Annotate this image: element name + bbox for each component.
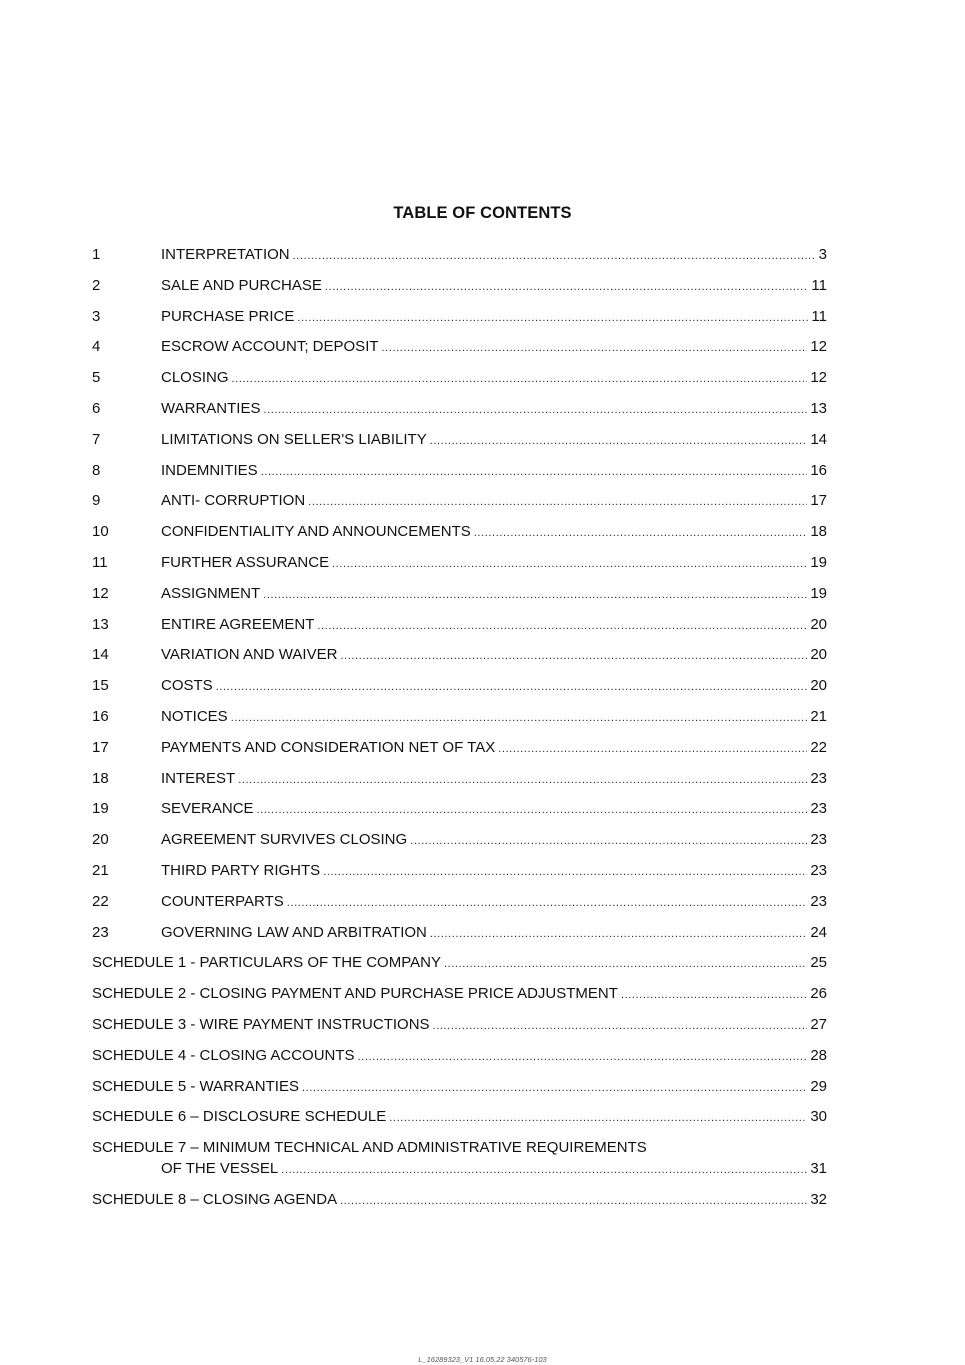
toc-entry-title: PURCHASE PRICE	[161, 307, 295, 325]
dot-leader	[231, 707, 808, 729]
toc-entry[interactable]	[92, 614, 827, 645]
toc-entry-page: 19	[810, 584, 827, 602]
toc-entry-number: 4	[92, 338, 101, 356]
toc-entry[interactable]	[92, 798, 827, 829]
toc-entry-page: 20	[810, 646, 827, 664]
toc-entry-title: ASSIGNMENT	[161, 584, 261, 602]
toc-entry-number: 18	[92, 769, 109, 787]
dot-leader	[238, 769, 807, 791]
toc-list	[92, 244, 827, 1220]
toc-entry-title: LIMITATIONS ON SELLER'S LIABILITY	[161, 430, 427, 448]
toc-entry-title: SEVERANCE	[161, 800, 254, 818]
dot-leader	[340, 645, 807, 667]
toc-entry-number: 12	[92, 584, 109, 602]
dot-leader	[433, 1015, 808, 1037]
toc-entry[interactable]	[92, 336, 827, 367]
toc-entry-page: 23	[810, 861, 827, 879]
toc-entry[interactable]	[92, 429, 827, 460]
toc-schedule-title: SCHEDULE 6 – DISCLOSURE SCHEDULE	[92, 1108, 387, 1126]
toc-entry-title: INTEREST	[161, 769, 236, 787]
toc-schedule-entry[interactable]	[92, 952, 827, 983]
toc-entry-page: 12	[810, 338, 827, 356]
dot-leader	[358, 1046, 808, 1068]
dot-leader	[297, 307, 808, 329]
toc-entry-number: 2	[92, 276, 101, 294]
toc-schedule-page: 30	[810, 1108, 827, 1126]
toc-schedule-title: SCHEDULE 1 - PARTICULARS OF THE COMPANY	[92, 954, 441, 972]
toc-entry[interactable]	[92, 860, 827, 891]
dot-leader	[498, 738, 807, 760]
dot-leader	[302, 1077, 807, 1099]
toc-schedule-title: SCHEDULE 8 – CLOSING AGENDA	[92, 1191, 338, 1209]
toc-entry[interactable]	[92, 583, 827, 614]
toc-entry-title: PAYMENTS AND CONSIDERATION NET OF TAX	[161, 738, 496, 756]
toc-entry-number: 10	[92, 523, 109, 541]
toc-entry-page: 12	[810, 369, 827, 387]
dot-leader	[444, 953, 807, 975]
toc-entry[interactable]	[92, 275, 827, 306]
toc-entry[interactable]	[92, 398, 827, 429]
toc-schedule-page: 25	[810, 954, 827, 972]
toc-schedule-entry[interactable]	[92, 983, 827, 1014]
toc-entry-page: 11	[811, 307, 827, 325]
document-reference-footer: L_16289323_V1 16.05.22 340576-103	[418, 1355, 547, 1364]
dot-leader	[430, 923, 807, 945]
toc-entry-page: 23	[810, 769, 827, 787]
toc-entry[interactable]	[92, 644, 827, 675]
page-title: TABLE OF CONTENTS	[393, 204, 572, 222]
toc-entry-number: 5	[92, 369, 101, 387]
toc-entry[interactable]	[92, 675, 827, 706]
toc-entry[interactable]	[92, 460, 827, 491]
toc-entry-number: 23	[92, 923, 109, 941]
toc-entry-title: THIRD PARTY RIGHTS	[161, 861, 321, 879]
toc-entry-title: ANTI- CORRUPTION	[161, 492, 306, 510]
dot-leader	[263, 584, 807, 606]
toc-entry[interactable]	[92, 552, 827, 583]
toc-entry-page: 14	[810, 430, 827, 448]
toc-entry[interactable]	[92, 521, 827, 552]
toc-entry[interactable]	[92, 829, 827, 860]
toc-entry-title: VARIATION AND WAIVER	[161, 646, 338, 664]
toc-entry-page: 17	[810, 492, 827, 510]
dot-leader	[293, 245, 816, 267]
toc-entry-page: 22	[810, 738, 827, 756]
toc-entry-title: ENTIRE AGREEMENT	[161, 615, 315, 633]
toc-schedule-title: SCHEDULE 3 - WIRE PAYMENT INSTRUCTIONS	[92, 1015, 430, 1033]
toc-entry-number: 8	[92, 461, 101, 479]
toc-entry[interactable]	[92, 922, 827, 953]
toc-entry[interactable]	[92, 768, 827, 799]
toc-schedule-title: SCHEDULE 4 - CLOSING ACCOUNTS	[92, 1046, 355, 1064]
toc-entry-page: 20	[810, 677, 827, 695]
dot-leader	[308, 491, 807, 513]
dot-leader	[332, 553, 807, 575]
dot-leader	[621, 984, 807, 1006]
toc-entry-title: COSTS	[161, 677, 213, 695]
toc-entry[interactable]	[92, 490, 827, 521]
toc-entry-page: 18	[810, 523, 827, 541]
toc-entry-page: 23	[810, 892, 827, 910]
toc-schedule-entry[interactable]	[92, 1189, 827, 1220]
dot-leader	[232, 368, 808, 390]
toc-entry-number: 11	[92, 553, 108, 571]
toc-schedule-page: 32	[810, 1191, 827, 1209]
toc-entry-page: 24	[810, 923, 827, 941]
dot-leader	[474, 522, 808, 544]
toc-schedule-entry[interactable]	[92, 1014, 827, 1045]
dot-leader	[287, 892, 808, 914]
dot-leader	[430, 430, 808, 452]
toc-entry-number: 1	[92, 246, 101, 263]
toc-schedule-page: 31	[810, 1160, 827, 1178]
toc-schedule-page: 29	[810, 1077, 827, 1095]
dot-leader	[317, 615, 807, 637]
dot-leader	[281, 1159, 807, 1181]
toc-entry-number: 21	[92, 861, 109, 879]
toc-schedule-entry[interactable]	[92, 1106, 827, 1137]
dot-leader	[263, 399, 807, 421]
dot-leader	[325, 276, 809, 298]
toc-entry-title: WARRANTIES	[161, 399, 261, 417]
toc-entry-number: 14	[92, 646, 109, 664]
toc-entry-title: NOTICES	[161, 707, 228, 725]
toc-schedule-title: SCHEDULE 7 – MINIMUM TECHNICAL AND ADMINISTRATIVE REQUIREMENTS	[92, 1139, 647, 1157]
toc-entry-page: 20	[810, 615, 827, 633]
dot-leader	[261, 461, 808, 483]
toc-entry-number: 9	[92, 492, 101, 510]
dot-leader	[216, 676, 808, 698]
toc-entry-title: FURTHER ASSURANCE	[161, 553, 330, 571]
toc-entry-page: 23	[810, 800, 827, 818]
toc-entry-page: 11	[811, 276, 827, 294]
toc-entry-number: 3	[92, 307, 101, 325]
toc-schedule-entry[interactable]	[92, 1137, 827, 1189]
toc-schedule-page: 26	[810, 985, 827, 1003]
dot-leader	[323, 861, 807, 883]
toc-schedule-title: SCHEDULE 2 - CLOSING PAYMENT AND PURCHASE PRICE ADJUSTMENT	[92, 985, 618, 1003]
toc-schedule-entry[interactable]	[92, 1045, 827, 1076]
toc-entry-page: 21	[810, 707, 827, 725]
toc-entry-title: ESCROW ACCOUNT; DEPOSIT	[161, 338, 379, 356]
toc-entry-number: 19	[92, 800, 109, 818]
toc-schedule-title-continued: OF THE VESSEL	[161, 1160, 279, 1178]
toc-schedule-page: 28	[810, 1046, 827, 1064]
toc-entry-number: 13	[92, 615, 109, 633]
toc-entry[interactable]	[92, 737, 827, 768]
toc-entry-number: 6	[92, 399, 101, 417]
dot-leader	[382, 337, 808, 359]
toc-entry[interactable]	[92, 891, 827, 922]
toc-entry-number: 16	[92, 707, 109, 725]
toc-entry-title: CLOSING	[161, 369, 229, 387]
dot-leader	[257, 799, 808, 821]
toc-entry-page: 3	[818, 246, 827, 263]
toc-entry-title: CONFIDENTIALITY AND ANNOUNCEMENTS	[161, 523, 471, 541]
dot-leader	[340, 1190, 807, 1212]
toc-entry-number: 7	[92, 430, 101, 448]
toc-schedule-title: SCHEDULE 5 - WARRANTIES	[92, 1077, 299, 1095]
toc-entry-title: AGREEMENT SURVIVES CLOSING	[161, 831, 408, 849]
toc-entry[interactable]	[92, 706, 827, 737]
toc-entry-title: GOVERNING LAW AND ARBITRATION	[161, 923, 427, 941]
toc-entry-number: 22	[92, 892, 109, 910]
toc-entry[interactable]	[92, 306, 827, 337]
toc-schedule-entry[interactable]	[92, 1076, 827, 1107]
toc-entry-number: 17	[92, 738, 109, 756]
dot-leader	[410, 830, 807, 852]
toc-entry-number: 15	[92, 677, 109, 695]
toc-entry-title: COUNTERPARTS	[161, 892, 284, 910]
toc-entry-title: INDEMNITIES	[161, 461, 258, 479]
toc-entry[interactable]	[92, 244, 827, 275]
toc-entry-page: 16	[810, 461, 827, 479]
toc-entry-page: 23	[810, 831, 827, 849]
dot-leader	[389, 1107, 807, 1129]
toc-entry-title: SALE AND PURCHASE	[161, 276, 322, 294]
toc-entry-title: INTERPRETATION	[161, 246, 290, 263]
toc-schedule-page: 27	[810, 1015, 827, 1033]
toc-entry-page: 13	[810, 399, 827, 417]
toc-entry[interactable]	[92, 367, 827, 398]
toc-entry-page: 19	[810, 553, 827, 571]
toc-entry-number: 20	[92, 831, 109, 849]
